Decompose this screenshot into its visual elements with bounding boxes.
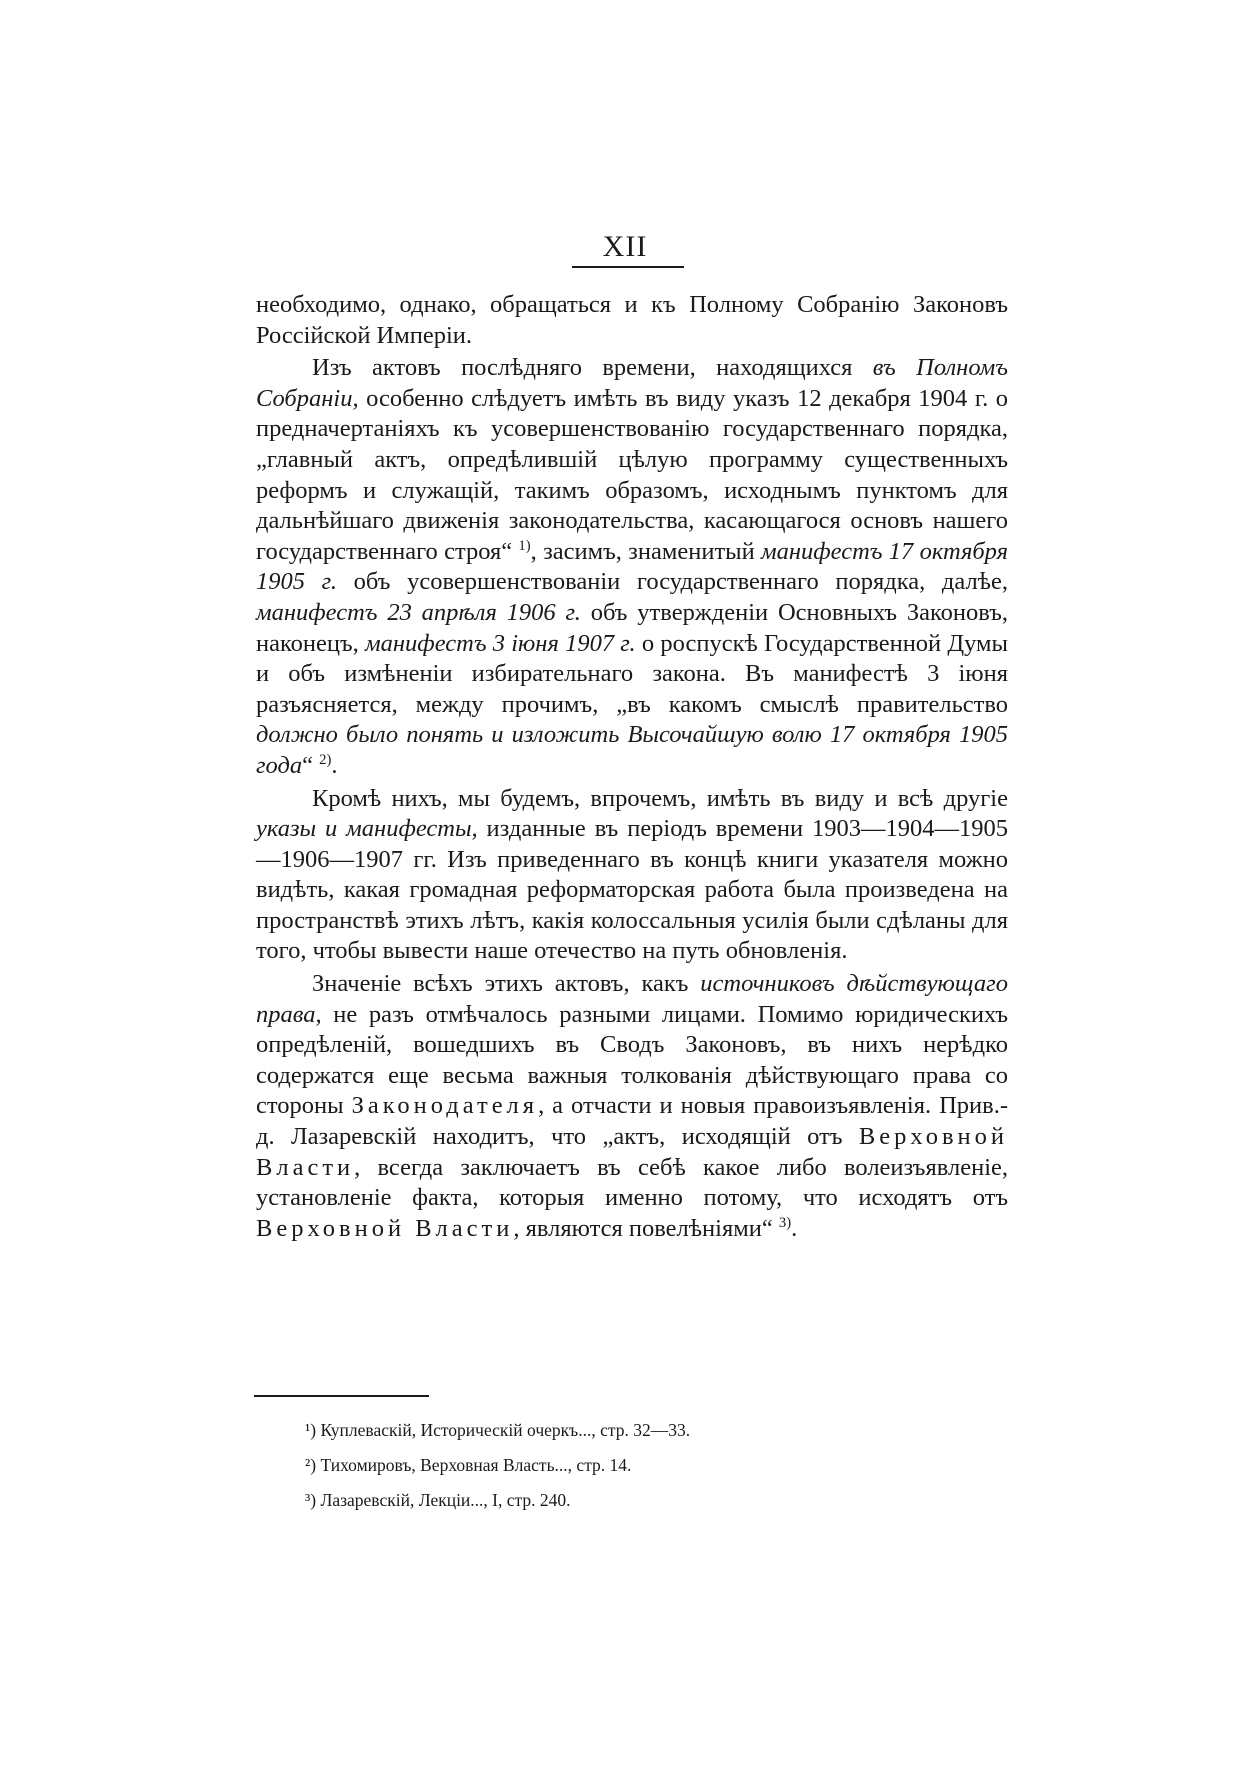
paragraph-4-text-j: . [791, 1214, 798, 1242]
footnote-1: ¹) Куплеваскій, Историческій очеркъ..., стр. 32—33. [305, 1420, 691, 1440]
header-rule [572, 266, 684, 268]
paragraph-3 [256, 784, 1008, 968]
page-number: XII [602, 230, 648, 263]
paragraph-2-text-c: особенно слѣдуетъ имѣть въ виду указъ 12 декабря 1904 г. о предначертаніяхъ къ усовершенствованію государственнаго порядка, „главный актъ, опредѣлившій цѣлую программу существенныхъ реформъ и служащій, такимъ образомъ, исходнымъ пунктомъ для дальнѣйшаго движенія законодательства, касающагося основъ нашего государственнаго строя“ [256, 384, 1008, 565]
paragraph-2-text-j: о роспускѣ Государственной Думы и объ измѣненіи избирательнаго закона. Въ манифестѣ 3 іюня разъясняется, между прочимъ, „въ какомъ смыслѣ правительство [256, 629, 1008, 718]
paragraph-4-text-a: Значеніе всѣхъ этихъ актовъ, какъ [312, 970, 701, 998]
paragraph-2-text-h: объ утвержденіи Основныхъ Законовъ, наконецъ, [256, 598, 1008, 657]
footnotes [305, 1413, 1005, 1518]
footnote-3: ³) Лазаревскій, Лекціи..., I, стр. 240. [305, 1490, 571, 1510]
paragraph-2-italic-b: въ Полномъ Собраніи, [256, 354, 1008, 412]
footnote-2: ²) Тихомировъ, Верховная Власть..., стр. 14. [305, 1455, 632, 1475]
footnote-ref-2: 2) [319, 751, 332, 768]
paragraph-4 [256, 969, 1008, 1244]
paragraph-2-text-d: , засимъ, знаменитый [530, 537, 761, 565]
paragraph-2-text-a: Изъ актовъ послѣдняго времени, находящихся [312, 354, 873, 382]
paragraph-2-italic-e: манифестъ 17 октября 1905 г. [256, 537, 1008, 596]
paragraph-4-text-g: , всегда заключаетъ въ себѣ какое либо волеизъявленіе, установленіе факта, которыя именно потому, что исходятъ отъ [256, 1153, 1008, 1212]
paragraph-4-italic-b: источниковъ дѣйствующаго права, [256, 970, 1008, 1028]
paragraph-2-text-m: . [331, 751, 338, 779]
paragraph-2-italic-g: манифестъ 23 апрѣля 1906 г. [256, 598, 581, 626]
paragraph-4-spaced-d: Законодателя [351, 1092, 539, 1120]
paragraph-2-italic-k: должно было понять и изложить Высочайшую волю 17 октября 1905 года [256, 721, 1008, 779]
paragraph-3-italic-b: указы и манифесты, [256, 815, 478, 843]
body-text [256, 290, 1008, 1246]
footnote-ref-3: 3) [778, 1214, 792, 1231]
paragraph-1: необходимо, однако, обращаться и къ Полному Собранію Законовъ Россійской Имперіи. [256, 291, 1008, 349]
footnote-rule [254, 1395, 429, 1397]
paragraph-4-spaced-f: Верховной Власти [256, 1123, 1008, 1181]
paragraph-4-spaced-h: Верховной Власти [256, 1214, 514, 1242]
paragraph-2-text-f: объ усовершенствованіи государственнаго порядка, далѣе, [337, 568, 1008, 596]
paragraph-2-text-l: “ [302, 751, 320, 779]
paragraph-2 [256, 353, 1008, 781]
footnote-ref-1: 1) [518, 537, 531, 554]
paragraph-2-italic-i: манифестъ 3 іюня 1907 г. [365, 629, 636, 657]
paragraph-3-text-a: Кромѣ нихъ, мы будемъ, впрочемъ, имѣть въ виду и всѣ другіе [312, 784, 1008, 812]
paragraph-4-text-e: , а отчасти и новыя правоизъявленія. Прив.-д. Лазаревскій находитъ, что „актъ, исходящій отъ [256, 1092, 1008, 1151]
paragraph-4-text-c: не разъ отмѣчалось разными лицами. Помимо юридическихъ опредѣленій, вошедшихъ въ Сводъ Законовъ, въ нихъ нерѣдко содержатся еще весьма важныя толкованія дѣйствующаго права со стороны [256, 1000, 1008, 1120]
paragraph-3-text-c: изданные въ періодъ времени 1903—1904—1905—1906—1907 гг. Изъ приведеннаго въ концѣ книги указателя можно видѣть, какая громадная реформаторская работа была произведена на пространствѣ этихъ лѣтъ, какія колоссальныя усилія были сдѣланы для того, чтобы вывести наше отечество на путь обновленія. [256, 815, 1008, 965]
paragraph-4-text-i: , являются повелѣніями“ [513, 1214, 779, 1242]
